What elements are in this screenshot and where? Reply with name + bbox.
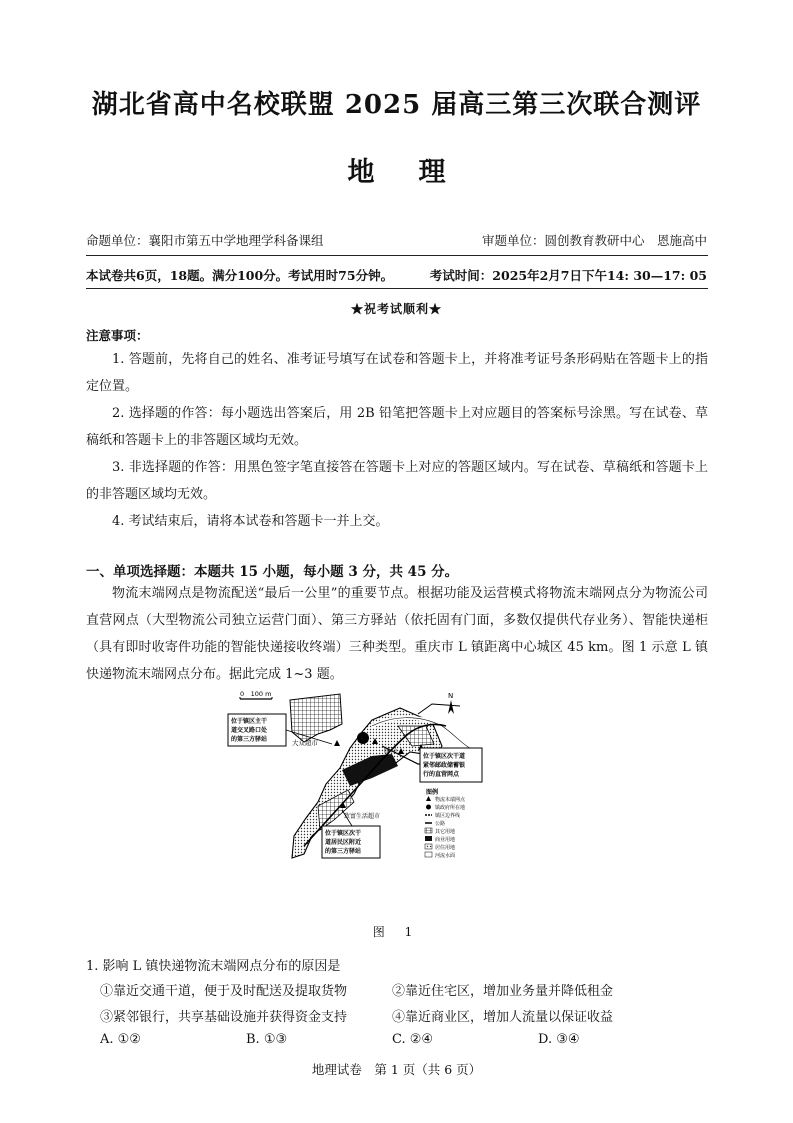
- callout-text: 道居民区附近: [325, 839, 362, 846]
- legend-label: 公路: [435, 821, 446, 827]
- question-option: ②靠近住宅区，增加业务量并降低租金: [392, 984, 614, 999]
- answer-choice: A. ①②: [100, 1032, 141, 1047]
- note-item: 4. 考试结束后，请将本试卷和答题卡一并上交。: [112, 514, 389, 529]
- callout-text: 的第三方驿站: [325, 848, 362, 855]
- legend-label: 商业用地: [435, 837, 456, 843]
- dots-swatch-icon: [425, 844, 432, 849]
- answer-choice: D. ③④: [538, 1032, 580, 1047]
- exam-info: 本试卷共6页，18题。满分100分。考试用时75分钟。: [86, 268, 394, 283]
- callout-text: 行的直营网点: [423, 771, 460, 778]
- note-item: 1. 答题前，先将自己的姓名、准考证号填写在试卷和答题卡上，并将准考证号条形码贴在答题卡上的指定位置。: [86, 352, 708, 394]
- legend-label: 居住用地: [435, 845, 456, 851]
- review-unit: 审题单位：圆创教育教研中心 恩施高中: [481, 233, 707, 248]
- grid-swatch-icon: [425, 828, 432, 833]
- good-luck-note: ★祝考试顺利★: [350, 302, 442, 316]
- question-option: ④靠近商业区，增加人流量以保证收益: [392, 1010, 614, 1025]
- logistics-point-marker: [334, 740, 340, 746]
- solid-swatch-icon: [425, 836, 432, 841]
- callout-text: 紧邻邮政储蓄银: [423, 762, 466, 769]
- map-scale: 0 100 m: [240, 690, 272, 698]
- subject-title: 地理: [347, 157, 490, 188]
- legend-label: 物流末端网点: [435, 797, 466, 803]
- triangle-icon: [426, 796, 431, 801]
- info-divider: [86, 288, 708, 289]
- question-stem: 1. 影响 L 镇快递物流末端网点分布的原因是: [86, 959, 341, 974]
- figure-caption: 图 1: [372, 925, 421, 939]
- answer-choice: C. ②④: [392, 1032, 434, 1047]
- logistics-map: [222, 686, 572, 918]
- note-item: 2. 选择题的作答：每小题选出答案后，用 2B 铅笔把答题卡上对应题目的答案标号涂黑。写在试卷、草稿纸和答题卡上的非答题区域均无效。: [86, 406, 708, 448]
- legend-title: 图例: [426, 789, 439, 796]
- legend-label: 河流水面: [435, 853, 456, 859]
- residential-area: [290, 694, 342, 742]
- label-market: 大众超市: [292, 739, 318, 747]
- exam-title: 湖北省高中名校联盟 2025 届高三第三次联合测评: [91, 90, 702, 120]
- label-post: 邮局: [384, 746, 397, 754]
- map-legend: [425, 788, 466, 859]
- legend-label: 镇政府所在地: [435, 805, 466, 811]
- answer-choice: B. ①③: [246, 1032, 288, 1047]
- question-option: ③紧邻银行，共享基础设施并获得资金支持: [100, 1010, 348, 1025]
- page-footer: 地理试卷 第 1 页（共 6 页）: [311, 1062, 482, 1077]
- callout-text: 位于镇区主干: [231, 718, 268, 725]
- passage: 物流末端网点是物流配送“最后一公里”的重要节点。根据功能及运营模式将物流末端网点分为物流公司直营网点（大型物流公司独立运营门面）、第三方驿站（依托固有门面，多数仅提供代存业务）、智能快递柜（具有即时收寄件功能的智能快递接收终端）三种类型。重庆市 L 镇距离中心城区 45 km。图 1 示意 L 镇快递物流末端网点分布。据此完成 1~3 题。: [86, 586, 708, 682]
- exam-time: 考试时间：2025年2月7日下午14: 30—17: 05: [429, 268, 707, 283]
- north-arrow-icon: [448, 700, 454, 714]
- question-option: ①靠近交通干道，便于及时配送及提取货物: [100, 984, 348, 999]
- callout-text: 位于镇区次干: [325, 830, 362, 837]
- header-divider: [86, 255, 708, 256]
- author-unit: 命题单位：襄阳市第五中学地理学科备课组: [86, 233, 324, 248]
- section-heading: 一、单项选择题：本题共 15 小题，每小题 3 分，共 45 分。: [86, 564, 459, 580]
- callout-text: 道交叉路口处: [231, 727, 268, 734]
- north-label: N: [448, 692, 454, 700]
- callout-text: 的第三方驿站: [231, 736, 268, 743]
- legend-label: 镇区边界线: [435, 813, 461, 819]
- notes-heading: 注意事项：: [86, 328, 149, 343]
- highway: [418, 704, 460, 714]
- town-government-marker: [357, 732, 369, 744]
- label-grocery: 致富生活超市: [344, 813, 381, 820]
- circle-icon: [426, 805, 431, 810]
- note-item: 3. 非选择题的作答：用黑色签字笔直接答在答题卡上对应的答题区域内。写在试卷、草稿纸和答题卡上的非答题区域均无效。: [86, 460, 708, 502]
- callout-text: 位于镇区次干道: [423, 753, 466, 760]
- blank-swatch-icon: [425, 852, 432, 857]
- legend-label: 其它用地: [435, 829, 456, 835]
